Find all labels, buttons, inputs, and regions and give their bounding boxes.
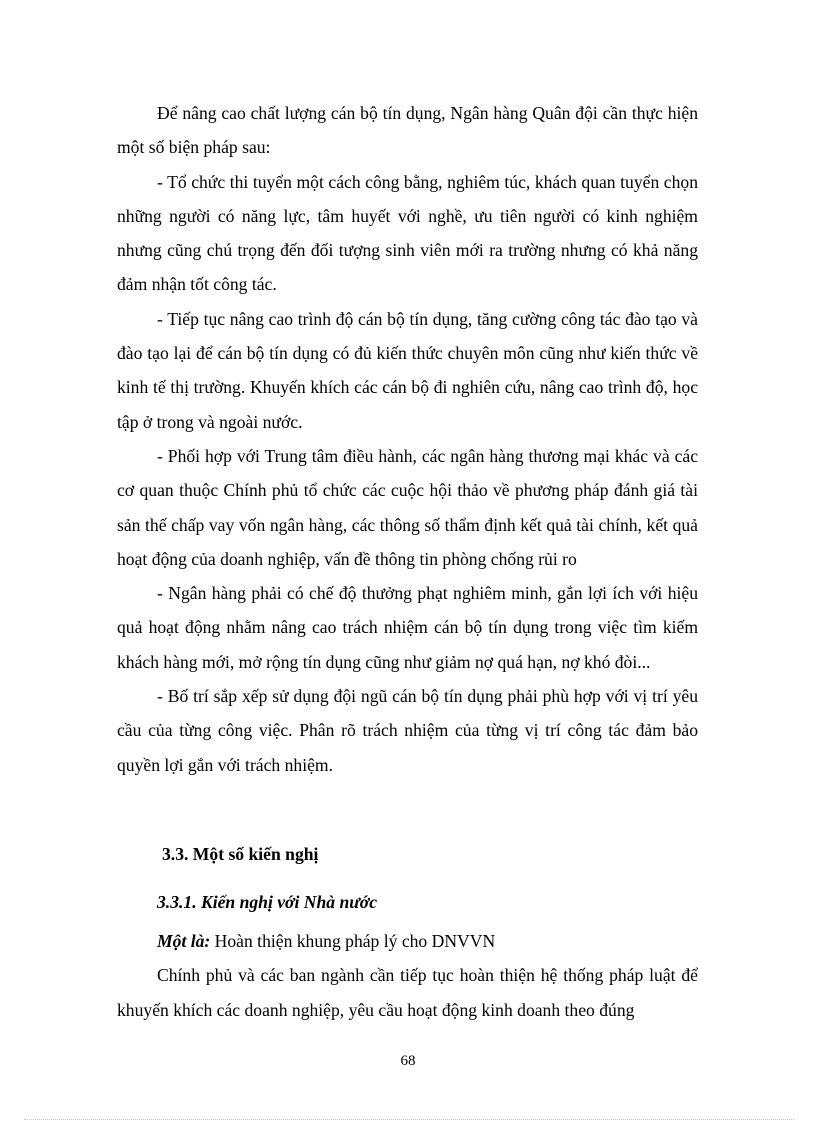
paragraph-bullet-training: - Tiếp tục nâng cao trình độ cán bộ tín dụng, tăng cường công tác đào tạo và đào tạo lại để cán bộ tín dụng có đủ kiến thức chuyên môn cũng như kiến thức về kinh tế thị trường. Khuyến khích các cán bộ đi nghiên cứu, nâng cao trình độ, học tập ở trong và ngoài nước. [117,308,698,432]
page-number: 68 [400,1053,416,1069]
section-heading: 3.3. Một số kiến nghị [162,844,319,864]
paragraph-bullet-arrangement: - Bố trí sắp xếp sử dụng đội ngũ cán bộ tín dụng phải phù hợp với vị trí yêu cầu của từng công việc. Phân rõ trách nhiệm của từng vị trí công tác đảm bảo quyền lợi gắn với trách nhiệm. [117,686,698,775]
paragraph-intro: Để nâng cao chất lượng cán bộ tín dụng, Ngân hàng Quân đội cần thực hiện một số biện pháp sau: [117,103,698,158]
page-border-line [24,1119,794,1120]
paragraph-bullet-cooperation: - Phối hợp với Trung tâm điều hành, các ngân hàng thương mại khác và các cơ quan thuộc Chính phủ tổ chức các cuộc hội thảo về phương pháp đánh giá tài sản thế chấp vay vốn ngân hàng, các thông số thẩm định kết quả tài chính, kết quả hoạt động của doanh nghiệp, vấn đề thông tin phòng chống rủi ro [117,445,698,569]
paragraph-bullet-recruitment: - Tổ chức thi tuyển một cách công bằng, nghiêm túc, khách quan tuyển chọn những người có năng lực, tâm huyết với nghề, ưu tiên người có kinh nghiệm nhưng cũng chú trọng đến đối tượng sinh viên mới ra trường nhưng có khả năng đảm nhận tốt công tác. [117,171,698,295]
paragraph-lead [117,924,698,958]
subsection-body [117,924,698,1027]
lead-label: Một là: [157,931,211,951]
lead-text: Hoàn thiện khung pháp lý cho DNVVN [210,931,496,951]
subsection-heading: 3.3.1. Kiến nghị với Nhà nước [157,892,378,912]
paragraph-government: Chính phủ và các ban ngành cần tiếp tục hoàn thiện hệ thống pháp luật để khuyến khích các doanh nghiệp, yêu cầu hoạt động kinh doanh theo đúng [117,965,698,1020]
paragraph-bullet-rewards: - Ngân hàng phải có chế độ thưởng phạt nghiêm minh, gắn lợi ích với hiệu quả hoạt động nhằm nâng cao trách nhiệm cán bộ tín dụng trong việc tìm kiếm khách hàng mới, mở rộng tín dụng cũng như giảm nợ quá hạn, nợ khó đòi... [117,583,698,672]
body-text [117,96,698,782]
